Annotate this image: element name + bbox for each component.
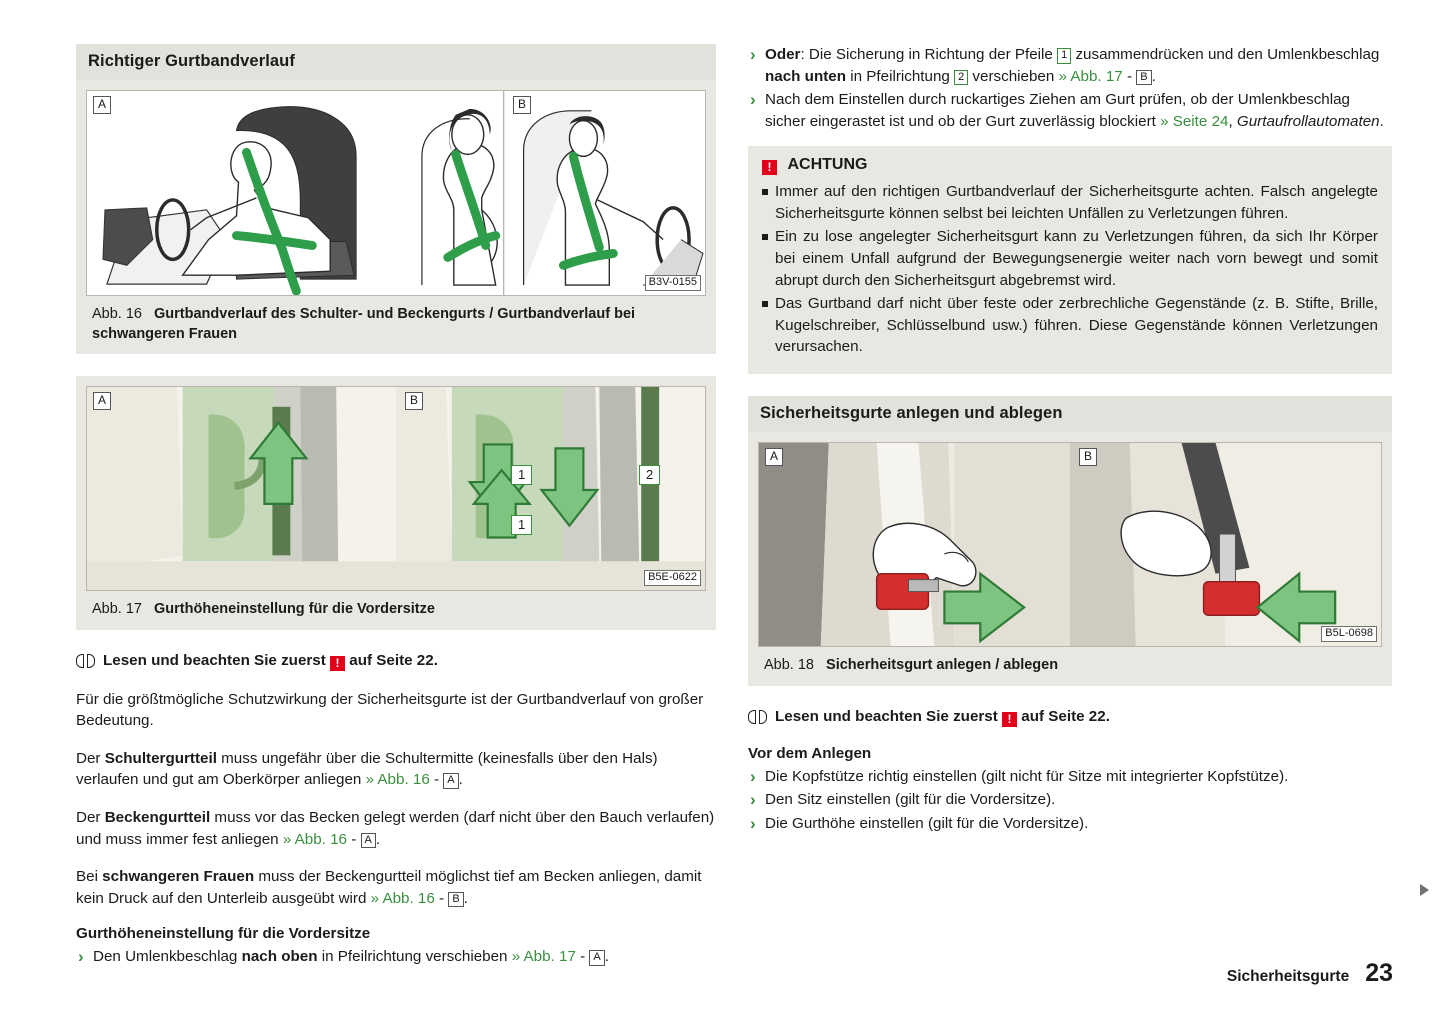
figure-17-image (86, 386, 706, 591)
left-read-first-text: Lesen und beachten Sie zuerst ! auf Seite 22. (103, 651, 438, 670)
left-sub-heading: Gurthöheneinstellung für die Vordersitze (76, 925, 371, 943)
warning-icon-right: ! (1002, 712, 1017, 727)
left-paragraph-3: Der Beckengurtteil muss vor das Becken gelegt werden (darf nicht über den Bauch verlaufen) und muss immer fest anliegen » Abb. 16 - A . (76, 809, 715, 848)
figure-17-caption (86, 591, 706, 622)
left-column (76, 44, 716, 978)
right-bullet-item-2: › Den Sitz einstellen (gilt für die Vordersitze). (748, 789, 1392, 811)
warning-icon: ! (330, 656, 345, 671)
figure-18-illustration (759, 443, 1381, 646)
ref-box-1: 1 (1057, 48, 1071, 64)
ref-abb17-a[interactable]: » Abb. 17 (511, 948, 576, 966)
figure-17-code: B5E-0622 (644, 570, 701, 586)
figure-16-illustration (87, 91, 705, 295)
right-bullet-check: › Nach dem Einstellen durch ruckartiges Ziehen am Gurt prüfen, ob der Umlenkbeschlag sicher eingerastet ist und ob der Gurt zuverlässig blockiert » Seite 24, Gurtaufrollautomaten. (748, 89, 1392, 132)
page-edge-arrow-icon (1420, 884, 1429, 896)
right-sub-heading: Vor dem Anlegen (748, 744, 872, 762)
ref-abb16-c[interactable]: » Abb. 16 (370, 889, 435, 907)
left-bullet-list (76, 946, 716, 968)
achtung-box (748, 146, 1392, 374)
ref-box-a3: A (589, 950, 604, 966)
figure-16-panel-a-label: A (93, 96, 111, 114)
book-icon-right (748, 710, 767, 725)
figure-16-image (86, 90, 706, 296)
figure-17-illustration (87, 387, 705, 590)
figure-18-caption-text: Sicherheitsgurt anlegen / ablegen (826, 656, 1059, 673)
left-paragraph-4: Bei schwangeren Frauen muss der Beckengurtteil möglichst tief am Becken anliegen, damit kein Druck auf den Unterleib ausgeübt wird » Abb. 16 - B . (76, 868, 702, 907)
right-bullet-oder: › Oder: Die Sicherung in Richtung der Pfeile 1 zusammendrücken und den Umlenkbeschlag nach unten in Pfeilrichtung 2 verschieben » Abb. 17 - B . (748, 44, 1392, 87)
figure-18-image (758, 442, 1382, 647)
footer-section-name: Sicherheitsgurte (1226, 968, 1350, 985)
achtung-title-row (762, 156, 1378, 175)
achtung-item-3: Das Gurtband darf nicht über feste oder zerbrechliche Gegenstände (z. B. Stifte, Brille, Kugelschreiber, Schlüsselbund usw.) führen. Diese Gegenstände können Verletzungen verursachen. (762, 293, 1378, 358)
ref-abb16-b[interactable]: » Abb. 16 (282, 830, 347, 848)
figure-16-code: B3V-0155 (645, 275, 701, 291)
ref-box-a: A (443, 773, 458, 789)
figure-18-panel-b-label: B (1079, 448, 1097, 466)
left-read-first (76, 652, 716, 671)
figure-16-label: Abb. 16 (92, 306, 142, 322)
figure-18-code: B5L-0698 (1321, 626, 1377, 642)
figure-18-panel-a-label: A (765, 448, 783, 466)
book-icon (76, 654, 95, 669)
right-top-bullets (748, 44, 1392, 132)
page-footer (1227, 959, 1393, 988)
achtung-title-text: ACHTUNG (787, 156, 868, 174)
figure-16-caption (86, 296, 706, 346)
ref-box-b2: B (1136, 70, 1151, 86)
footer-page-number: 23 (1365, 959, 1393, 987)
figure-16-caption-text: Gurtbandverlauf des Schulter- und Beckengurts / Gurtbandverlauf bei schwangeren Frauen (92, 306, 636, 342)
right-column (748, 44, 1392, 844)
achtung-item-2: Ein zu lose angelegter Sicherheitsgurt kann zu Verletzungen führen, da sich Ihr Körper bei einem Unfall aufgrund der Bewegungsenergie weiter nach vorn bewegt und somit abrupt durch den Sicherheitsgurt abgebremst wird. (762, 226, 1378, 291)
left-paragraph-1: Für die größtmögliche Schutzwirkung der Sicherheitsgurte ist der Gurtbandverlauf von großer Bedeutung. (76, 690, 704, 730)
ref-box-a2: A (361, 833, 376, 849)
right-bullet-list (748, 766, 1392, 835)
ref-abb16-a[interactable]: » Abb. 16 (365, 771, 430, 789)
ref-seite-24[interactable]: » Seite 24 (1160, 112, 1229, 130)
figure-18-caption (758, 647, 1382, 678)
ref-box-2: 2 (954, 70, 968, 86)
right-read-first (748, 708, 1392, 727)
right-bullet-item-1: › Die Kopfstütze richtig einstellen (gilt nicht für Sitze mit integrierter Kopfstütze). (748, 766, 1392, 788)
figure-17-caption-text: Gurthöheneinstellung für die Vordersitze (154, 601, 435, 618)
figure-17-block (76, 376, 716, 630)
ref-box-b: B (448, 892, 463, 908)
figure-17-panel-b-label: B (405, 392, 423, 410)
figure-17-marker-1b: 1 (511, 515, 532, 535)
left-section-title: Richtiger Gurtbandverlauf (76, 44, 716, 80)
figure-16-panel-b-label: B (513, 96, 531, 114)
right-read-first-text: Lesen und beachten Sie zuerst ! auf Seite 22. (775, 707, 1110, 726)
figure-17-marker-2: 2 (639, 465, 660, 485)
figure-18-block (748, 432, 1392, 686)
left-bullet-item-1: › Den Umlenkbeschlag nach oben in Pfeilrichtung verschieben » Abb. 17 - A . (76, 946, 716, 968)
right-bullet-item-3: › Die Gurthöhe einstellen (gilt für die Vordersitze). (748, 813, 1392, 835)
figure-17-label: Abb. 17 (92, 601, 142, 618)
figure-17-marker-1: 1 (511, 465, 532, 485)
ref-abb17-b[interactable]: » Abb. 17 (1058, 67, 1123, 85)
achtung-item-1: Immer auf den richtigen Gurtbandverlauf der Sicherheitsgurte achten. Falsch angelegte Sicherheitsgurte können selbst bei leichten Unfällen zu Verletzungen führen. (762, 181, 1378, 224)
figure-16-block (76, 80, 716, 354)
figure-17-panel-a-label: A (93, 392, 111, 410)
left-paragraph-2: Der Schultergurtteil muss ungefähr über die Schultermitte (keinesfalls über den Hals) verlaufen und gut am Oberkörper anliegen » Abb. 16 - A . (76, 749, 658, 789)
figure-18-label: Abb. 18 (764, 656, 814, 673)
right-section-title: Sicherheitsgurte anlegen und ablegen (748, 396, 1392, 432)
warning-icon-achtung: ! (762, 160, 777, 175)
